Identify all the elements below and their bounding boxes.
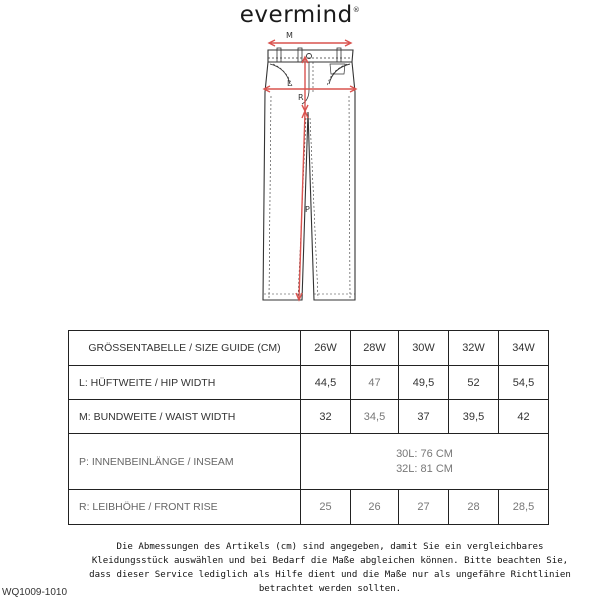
table-row (69, 490, 549, 525)
registered-mark: ® (352, 6, 361, 14)
table-row (69, 434, 549, 490)
inseam-value-cell (301, 434, 549, 490)
table-cell: 49,5 (399, 366, 449, 400)
size-header-26w: 26W (301, 331, 351, 366)
size-guide-header: GRÖSSENTABELLE / SIZE GUIDE (CM) (69, 331, 301, 366)
size-header-34w: 34W (499, 331, 549, 366)
brand-name: evermind (239, 2, 353, 28)
table-cell: 37 (399, 400, 449, 434)
table-cell: 28 (449, 490, 499, 525)
measurement-disclaimer (60, 540, 600, 596)
label-l: L (287, 79, 292, 88)
disclaimer-line: Kleidungsstück auswählen und bei Bedarf die Maße abgleichen können. Bitte beachten Sie, (91, 556, 569, 566)
hip-width-label: L: HÜFTWEITE / HIP WIDTH (69, 366, 301, 400)
table-cell: 39,5 (449, 400, 499, 434)
front-rise-label: R: LEIBHÖHE / FRONT RISE (69, 490, 301, 525)
product-code: WQ1009-1010 (2, 587, 68, 598)
size-header-28w: 28W (351, 331, 399, 366)
size-header-32w: 32W (449, 331, 499, 366)
label-p: P (305, 205, 310, 214)
table-cell: 26 (351, 490, 399, 525)
table-cell: 34,5 (351, 400, 399, 434)
label-m: M (286, 31, 293, 40)
inseam-label: P: INNENBEINLÄNGE / INSEAM (69, 434, 301, 490)
label-r: R (298, 93, 304, 102)
size-header-30w: 30W (399, 331, 449, 366)
table-cell: 28,5 (499, 490, 549, 525)
table-cell: 44,5 (301, 366, 351, 400)
waist-width-label: M: BUNDWEITE / WAIST WIDTH (69, 400, 301, 434)
table-header-row (69, 331, 549, 366)
inseam-30l: 30L: 76 CM (396, 447, 453, 460)
table-row (69, 400, 549, 434)
table-cell: 25 (301, 490, 351, 525)
table-cell: 47 (351, 366, 399, 400)
table-row (69, 366, 549, 400)
size-guide-table (68, 330, 549, 525)
table-cell: 52 (449, 366, 499, 400)
table-cell: 42 (499, 400, 549, 434)
disclaimer-line: Die Abmessungen des Artikels (cm) sind angegeben, damit Sie ein vergleichbares (116, 542, 544, 552)
table-cell: 27 (399, 490, 449, 525)
table-cell: 32 (301, 400, 351, 434)
disclaimer-line: dass dieser Service lediglich als Hilfe dient und die Maße nur als ungefähre Richtlinien (89, 570, 571, 580)
disclaimer-line: betrachtet werden sollten. (258, 584, 402, 594)
inseam-32l: 32L: 81 CM (396, 462, 453, 475)
table-cell: 54,5 (499, 366, 549, 400)
